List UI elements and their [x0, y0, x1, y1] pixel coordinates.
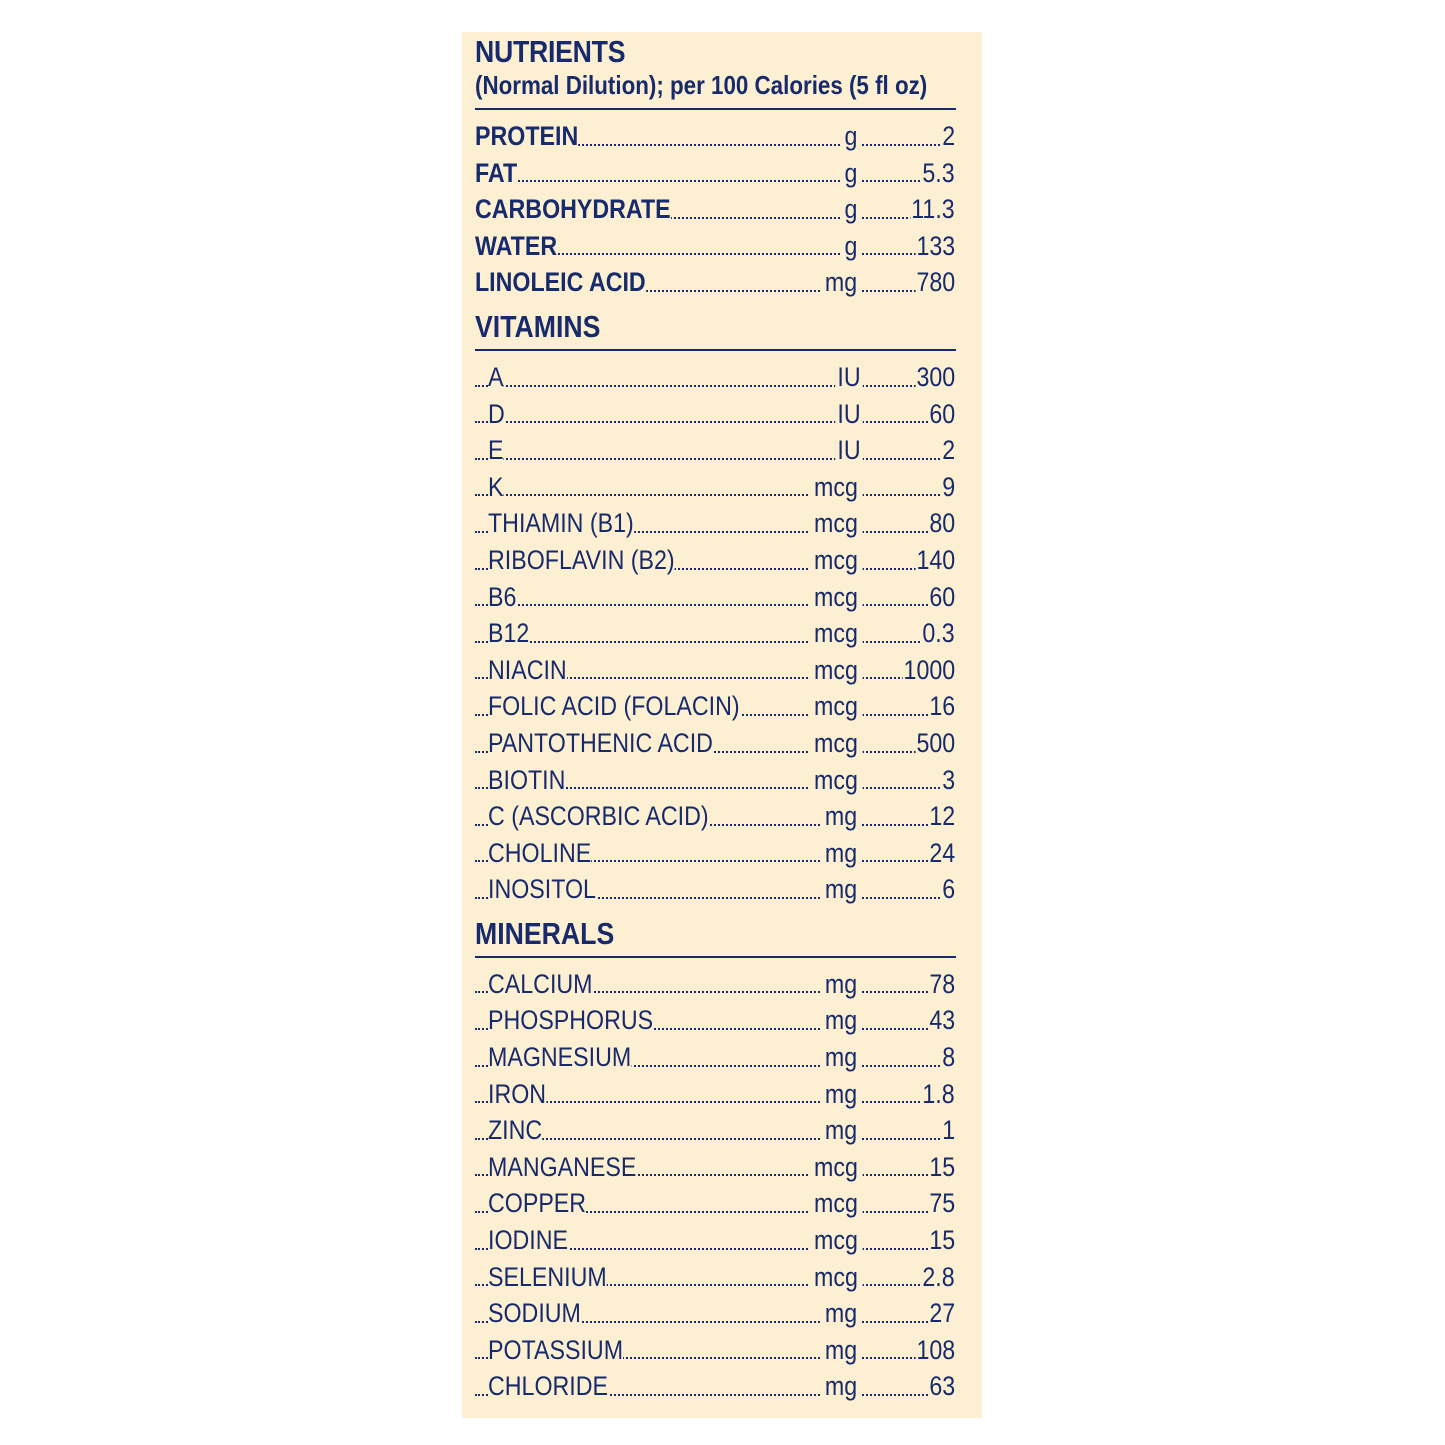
nutrient-name: IRON	[488, 1076, 546, 1112]
nutrient-name: INOSITOL	[488, 871, 596, 907]
nutrient-value: 11.3	[911, 191, 956, 227]
minerals-list	[475, 966, 956, 1405]
nutrient-name: FAT	[475, 155, 517, 191]
nutrient-value: 2	[941, 432, 956, 468]
leader-dots	[475, 421, 956, 423]
leader-dots	[475, 180, 956, 182]
nutrient-unit: mcg	[809, 762, 862, 798]
nutrient-value: 1000	[903, 652, 956, 688]
panel-title: NUTRIENTS	[475, 34, 626, 69]
nutrient-name: B12	[488, 615, 529, 651]
nutrient-value: 63	[928, 1368, 956, 1404]
leader-dots	[475, 1101, 956, 1103]
nutrient-unit: mg	[821, 1039, 861, 1075]
minerals-rule	[475, 956, 956, 958]
header-rule	[475, 108, 956, 110]
nutrient-row	[475, 798, 956, 835]
nutrient-row	[475, 118, 956, 155]
nutrient-unit: g	[841, 155, 862, 191]
nutrient-unit: mcg	[809, 1222, 862, 1258]
nutrient-unit: IU	[835, 396, 863, 432]
nutrient-value: 75	[928, 1185, 956, 1221]
nutrient-value: 300	[916, 359, 956, 395]
nutrient-value: 9	[941, 469, 956, 505]
nutrient-name: D	[488, 396, 505, 432]
nutrient-value: 0.3	[922, 615, 956, 651]
nutrient-value: 780	[916, 264, 956, 300]
nutrient-unit: IU	[835, 359, 863, 395]
nutrient-name: B6	[488, 579, 516, 615]
nutrient-name: CHLORIDE	[488, 1368, 608, 1404]
nutrient-value: 27	[928, 1295, 956, 1331]
nutrient-value: 1	[941, 1112, 956, 1148]
macros-list	[475, 118, 956, 301]
nutrient-row	[475, 615, 956, 652]
nutrient-unit: mg	[821, 1112, 861, 1148]
nutrient-name: K	[488, 469, 503, 505]
nutrient-value: 108	[916, 1332, 956, 1368]
nutrient-name: CALCIUM	[488, 966, 593, 1002]
nutrient-row	[475, 155, 956, 192]
leader-dots	[475, 641, 956, 643]
nutrient-name: CHOLINE	[488, 835, 591, 871]
nutrient-name: FOLIC ACID (FOLACIN)	[488, 688, 740, 724]
nutrient-value: 6	[941, 871, 956, 907]
nutrient-name: LINOLEIC ACID	[475, 264, 646, 300]
nutrient-value: 80	[928, 505, 956, 541]
leader-dots	[475, 458, 956, 460]
nutrient-unit: IU	[835, 432, 863, 468]
nutrient-value: 24	[928, 835, 956, 871]
nutrient-row	[475, 505, 956, 542]
nutrient-table	[475, 32, 956, 1405]
nutrient-name: SELENIUM	[488, 1259, 607, 1295]
nutrient-unit: mcg	[809, 652, 862, 688]
vitamins-title: VITAMINS	[475, 308, 601, 344]
nutrient-value: 78	[928, 966, 956, 1002]
nutrient-name: PROTEIN	[475, 118, 578, 154]
nutrient-value: 12	[928, 798, 956, 834]
nutrient-value: 500	[916, 725, 956, 761]
nutrient-unit: mg	[821, 1332, 861, 1368]
nutrient-unit: mcg	[809, 1185, 862, 1221]
nutrient-value: 133	[916, 228, 956, 264]
nutrient-unit: g	[841, 118, 862, 154]
nutrient-row	[475, 264, 956, 301]
nutrient-value: 5.3	[922, 155, 956, 191]
nutrient-name: SODIUM	[488, 1295, 581, 1331]
nutrient-row	[475, 228, 956, 265]
leader-dots	[475, 1138, 956, 1140]
panel-subtitle: (Normal Dilution); per 100 Calories (5 fl oz)	[475, 70, 928, 100]
minerals-title: MINERALS	[475, 915, 615, 951]
nutrient-value: 8	[941, 1039, 956, 1075]
nutrient-name: ZINC	[488, 1112, 542, 1148]
nutrient-row	[475, 1222, 956, 1259]
nutrient-name: WATER	[475, 228, 557, 264]
nutrient-row	[475, 1149, 956, 1186]
nutrient-value: 60	[928, 579, 956, 615]
nutrient-value: 1.8	[922, 1076, 956, 1112]
nutrient-name: POTASSIUM	[488, 1332, 623, 1368]
nutrient-unit: mg	[821, 798, 861, 834]
nutrient-row	[475, 725, 956, 762]
leader-dots	[475, 385, 956, 387]
nutrient-unit: mg	[821, 835, 861, 871]
nutrient-name: COPPER	[488, 1185, 586, 1221]
nutrient-row	[475, 1039, 956, 1076]
nutrient-row	[475, 1332, 956, 1369]
nutrient-unit: mcg	[809, 615, 862, 651]
nutrient-name: BIOTIN	[488, 762, 565, 798]
nutrient-row	[475, 359, 956, 396]
nutrient-unit: mcg	[809, 1259, 862, 1295]
nutrient-name: MAGNESIUM	[488, 1039, 631, 1075]
nutrient-unit: mcg	[809, 505, 862, 541]
nutrient-name: RIBOFLAVIN (B2)	[488, 542, 675, 578]
nutrient-unit: mg	[821, 264, 861, 300]
nutrient-row	[475, 966, 956, 1003]
leader-dots	[475, 604, 956, 606]
nutrient-unit: mcg	[809, 469, 862, 505]
nutrient-row	[475, 579, 956, 616]
nutrient-value: 16	[928, 688, 956, 724]
nutrient-name: C (ASCORBIC ACID)	[488, 798, 709, 834]
nutrient-value: 3	[941, 762, 956, 798]
nutrient-row	[475, 762, 956, 799]
nutrient-unit: g	[841, 228, 862, 264]
nutrient-row	[475, 1295, 956, 1332]
nutrient-value: 60	[928, 396, 956, 432]
nutrient-name: E	[488, 432, 503, 468]
nutrient-unit: mcg	[809, 1149, 862, 1185]
nutrient-row	[475, 432, 956, 469]
nutrient-unit: g	[841, 191, 862, 227]
nutrient-name: PANTOTHENIC ACID	[488, 725, 713, 761]
leader-dots	[475, 494, 956, 496]
nutrient-row	[475, 1076, 956, 1113]
nutrient-unit: mcg	[809, 725, 862, 761]
nutrient-unit: mcg	[809, 579, 862, 615]
nutrient-row	[475, 688, 956, 725]
vitamins-list	[475, 359, 956, 908]
nutrient-unit: mg	[821, 1076, 861, 1112]
nutrient-value: 2	[941, 118, 956, 154]
nutrient-name: MANGANESE	[488, 1149, 636, 1185]
nutrient-row	[475, 652, 956, 689]
nutrient-name: NIACIN	[488, 652, 567, 688]
nutrient-unit: mg	[821, 1295, 861, 1331]
nutrient-row	[475, 1259, 956, 1296]
nutrient-unit: mcg	[809, 688, 862, 724]
nutrient-value: 140	[916, 542, 956, 578]
nutrient-name: A	[488, 359, 503, 395]
nutrient-unit: mcg	[809, 542, 862, 578]
nutrient-panel	[462, 32, 982, 1418]
nutrient-name: IODINE	[488, 1222, 568, 1258]
nutrient-row	[475, 1112, 956, 1149]
nutrient-unit: mg	[821, 1368, 861, 1404]
vitamins-rule	[475, 349, 956, 351]
nutrient-value: 15	[928, 1149, 956, 1185]
nutrient-value: 43	[928, 1002, 956, 1038]
nutrient-value: 15	[928, 1222, 956, 1258]
nutrient-unit: mg	[821, 966, 861, 1002]
nutrient-row	[475, 469, 956, 506]
nutrient-row	[475, 1002, 956, 1039]
nutrient-row	[475, 1368, 956, 1405]
nutrient-row	[475, 396, 956, 433]
nutrient-row	[475, 835, 956, 872]
nutrient-name: THIAMIN (B1)	[488, 505, 634, 541]
nutrient-row	[475, 871, 956, 908]
nutrient-unit: mg	[821, 871, 861, 907]
nutrient-unit: mg	[821, 1002, 861, 1038]
nutrient-row	[475, 542, 956, 579]
nutrient-name: CARBOHYDRATE	[475, 191, 671, 227]
nutrient-value: 2.8	[922, 1259, 956, 1295]
nutrient-name: PHOSPHORUS	[488, 1002, 653, 1038]
nutrient-row	[475, 191, 956, 228]
nutrient-row	[475, 1185, 956, 1222]
